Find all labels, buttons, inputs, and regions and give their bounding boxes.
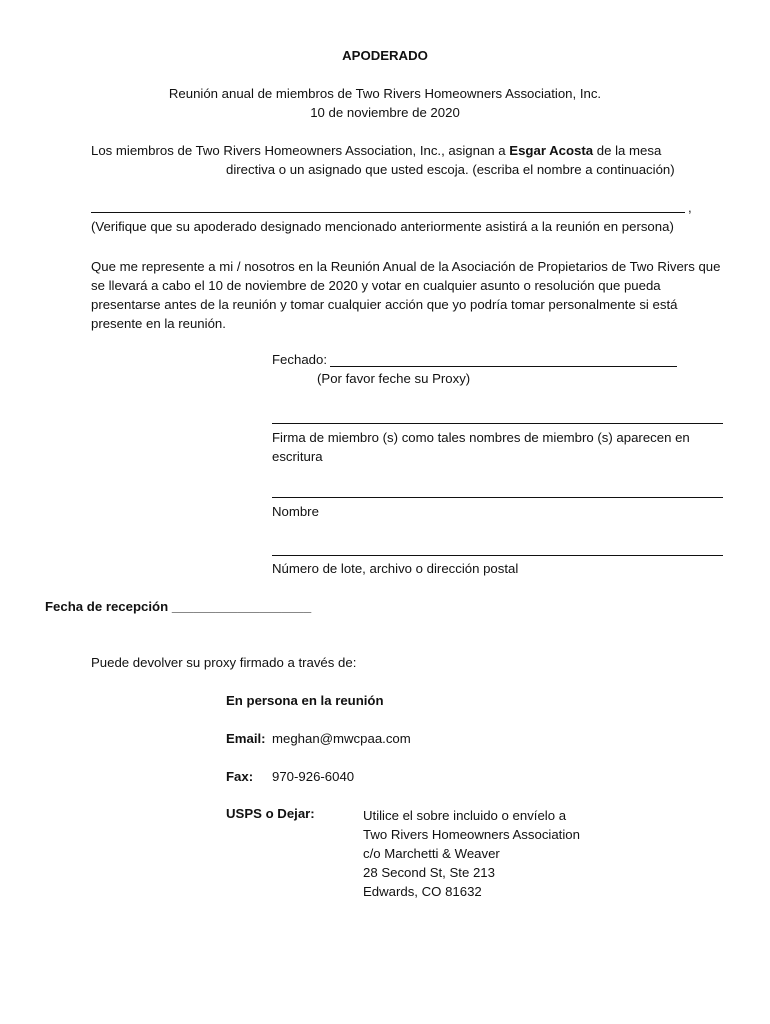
receipt-date-label: Fecha de recepción: [45, 599, 169, 614]
intro-suffix: de la mesa: [593, 143, 662, 158]
usps-label: USPS o Dejar:: [226, 806, 315, 821]
proxy-name-line[interactable]: [91, 212, 685, 213]
usps-line: Utilice el sobre incluido o envíelo a: [363, 808, 567, 823]
receipt-date-blank[interactable]: ___________________: [171, 599, 312, 614]
proxy-line-comma: ,: [688, 200, 692, 215]
email-value[interactable]: meghan@mwcpaa.com: [272, 731, 411, 746]
meeting-date: 10 de noviembre de 2020: [310, 105, 460, 120]
document-title: APODERADO: [342, 48, 428, 63]
dated-hint: (Por favor feche su Proxy): [317, 371, 471, 386]
fax-label: Fax:: [226, 769, 254, 784]
usps-line: Edwards, CO 81632: [363, 884, 482, 899]
lot-label: Número de lote, archivo o dirección postal: [272, 561, 519, 576]
receipt-date-field: [45, 599, 311, 614]
email-label: Email:: [226, 731, 266, 746]
intro-line-2: directiva o un asignado que usted escoja. (escriba el nombre a continuación): [226, 162, 675, 177]
meeting-title: Reunión anual de miembros de Two Rivers Homeowners Association, Inc.: [168, 86, 602, 101]
usps-address: [363, 806, 580, 901]
usps-line: Two Rivers Homeowners Association: [363, 827, 580, 842]
verify-note: (Verifique que su apoderado designado mencionado anteriormente asistirá a la reunión en persona): [91, 219, 674, 234]
designee-name: Esgar Acosta: [509, 143, 594, 158]
return-intro: Puede devolver su proxy firmado a través de:: [91, 655, 357, 670]
fax-value: 970-926-6040: [272, 769, 355, 784]
intro-prefix: Los miembros de Two Rivers Homeowners Association, Inc., asignan a: [91, 143, 510, 158]
usps-line: c/o Marchetti & Weaver: [363, 846, 500, 861]
name-line[interactable]: [272, 497, 723, 498]
dated-label: Fechado:: [272, 352, 327, 367]
signature-label: Firma de miembro (s) como tales nombres de miembro (s) aparecen en escritura: [272, 430, 690, 464]
signature-line[interactable]: [272, 423, 723, 424]
represent-paragraph: Que me represente a mi / nosotros en la Reunión Anual de la Asociación de Propietarios de Two Rivers que se llevará a cabo el 10 de noviembre de 2020 y votar en cualquier asunto o resolución que pueda presentarse antes de la reunión y tomar cualquier acción que yo podría tomar personalmente si está presente en la reunión.: [91, 259, 721, 331]
name-label: Nombre: [272, 504, 319, 519]
in-person-method: En persona en la reunión: [226, 693, 384, 708]
lot-line[interactable]: [272, 555, 723, 556]
intro-line-1: [91, 143, 661, 158]
dated-line[interactable]: [330, 366, 677, 367]
usps-line: 28 Second St, Ste 213: [363, 865, 495, 880]
